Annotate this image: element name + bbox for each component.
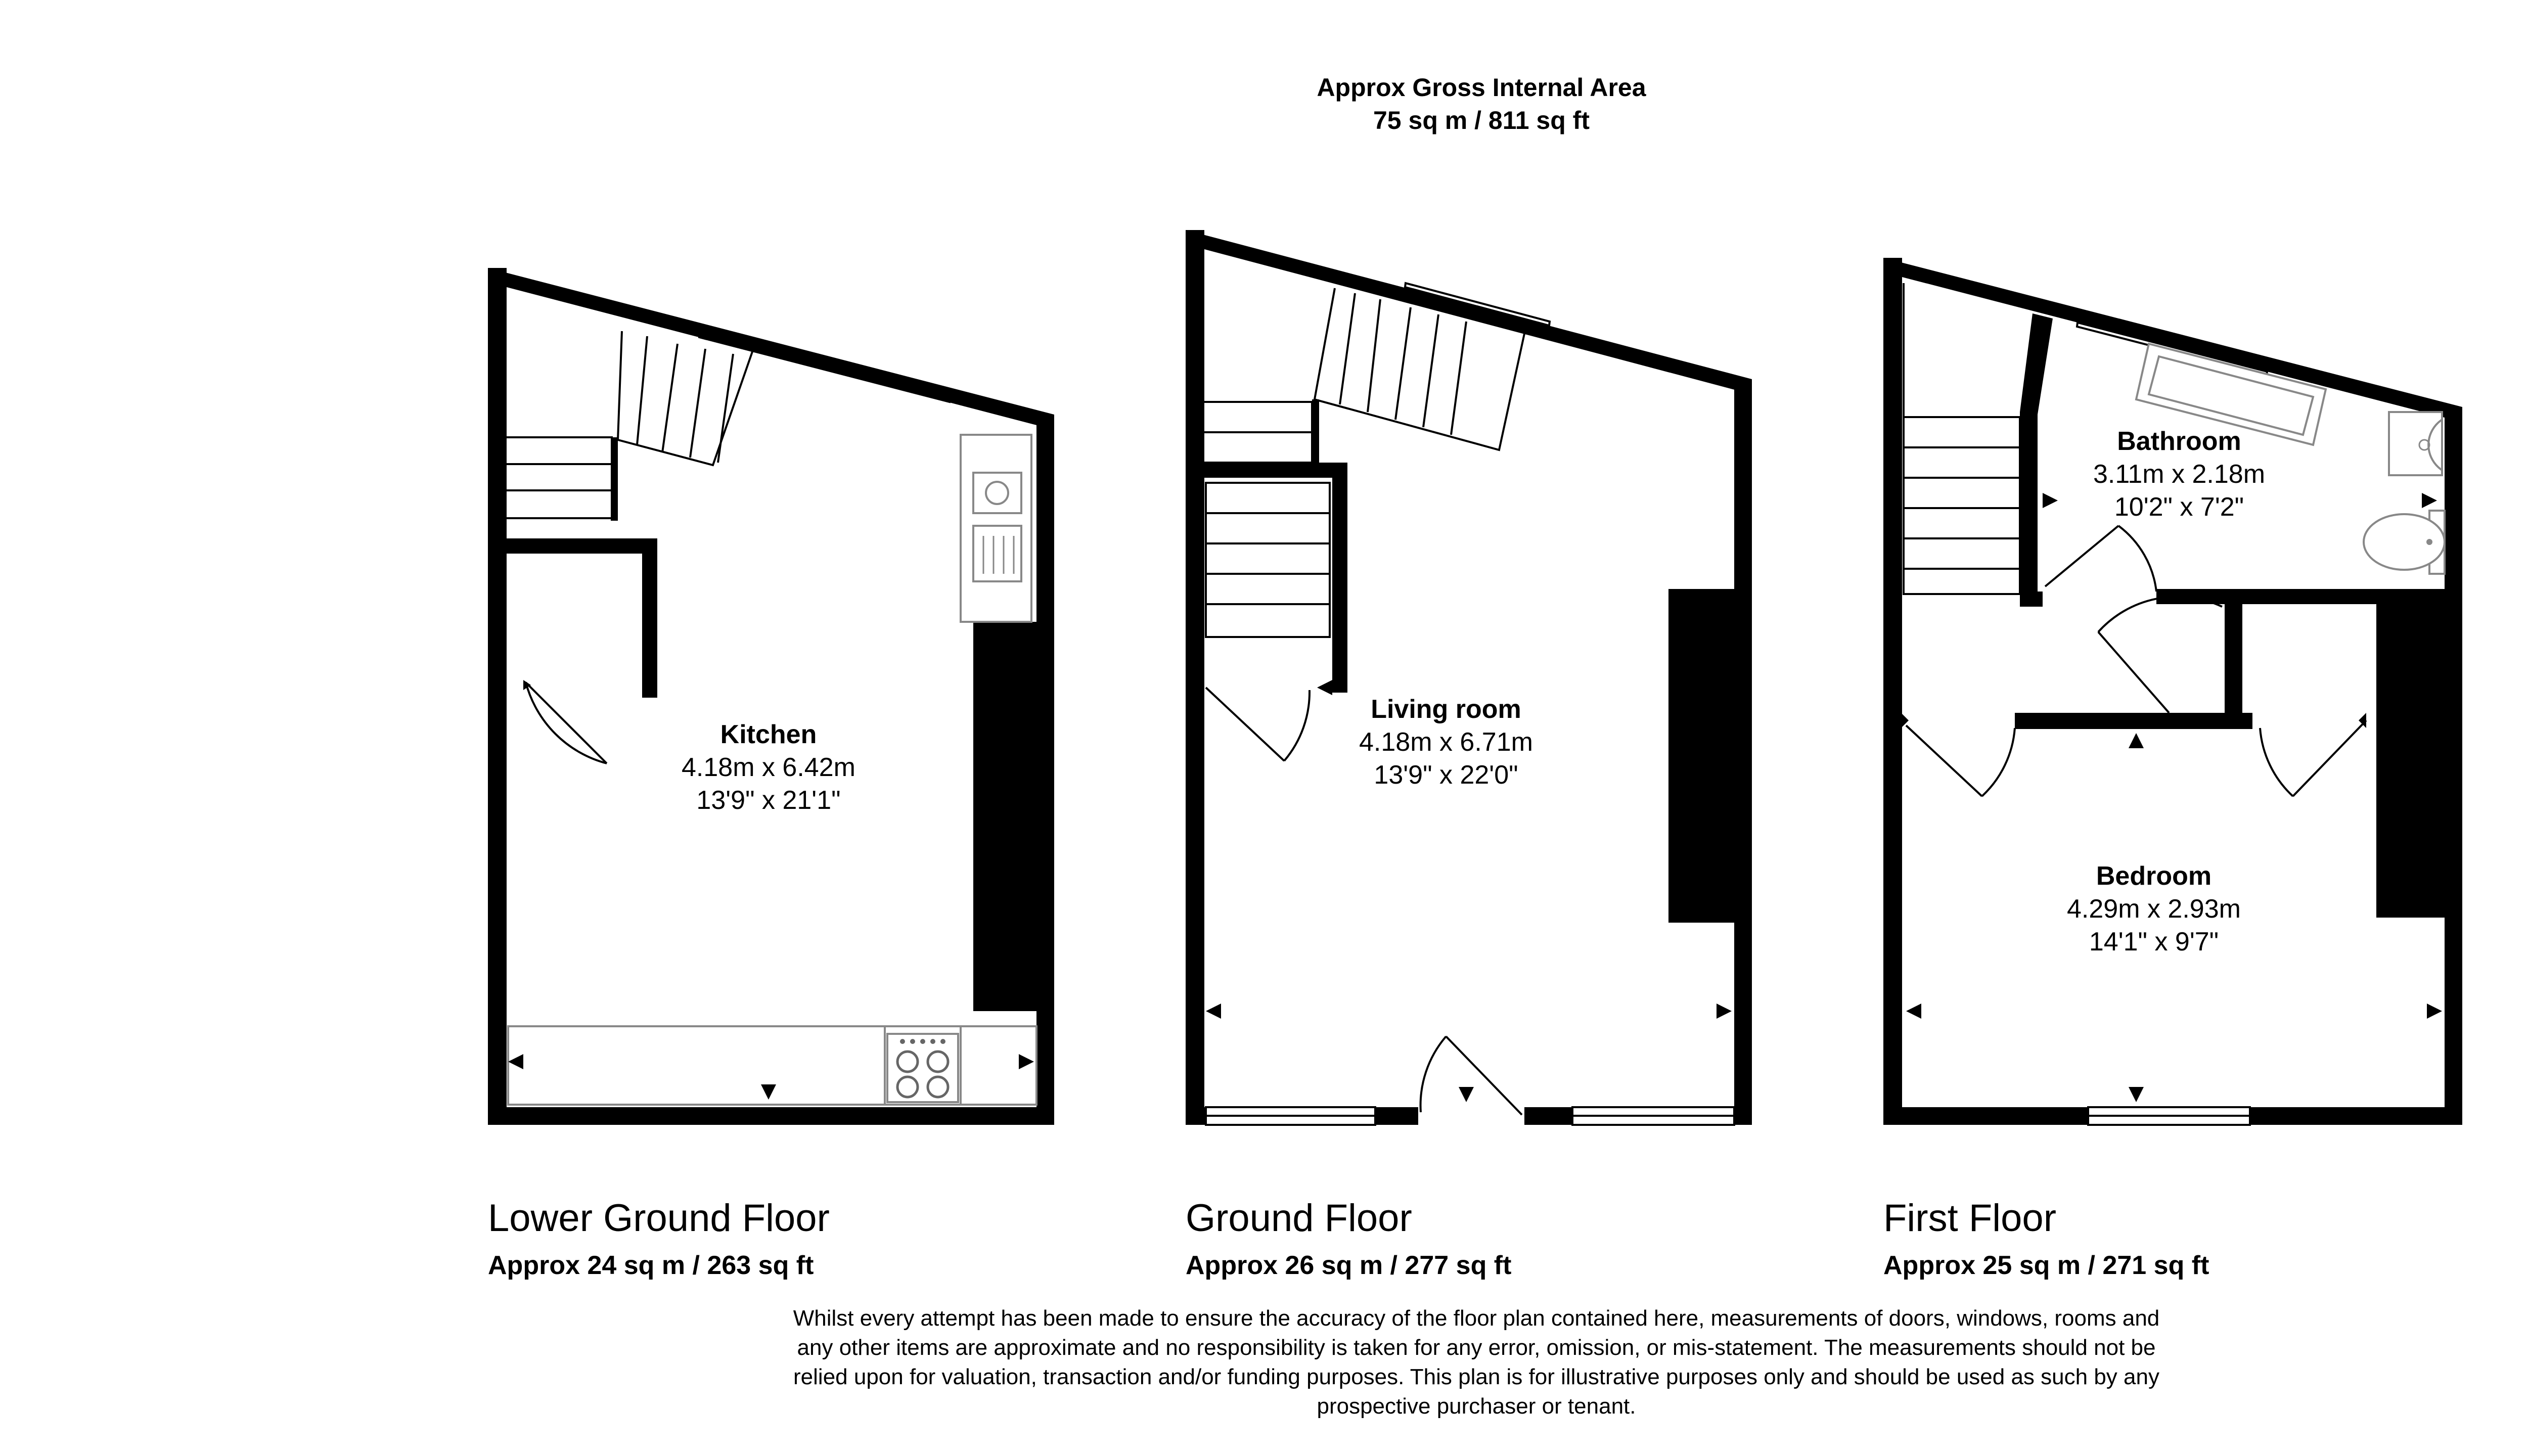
bedroom-name: Bedroom	[2096, 861, 2212, 891]
kitchen-metric: 4.18m x 6.42m	[682, 753, 855, 782]
kitchen-imperial: 13'9" x 21'1"	[696, 786, 841, 815]
header-total-area: 75 sq m / 811 sq ft	[1373, 106, 1590, 134]
bathroom-metric: 3.11m x 2.18m	[2093, 460, 2266, 489]
header-title: Approx Gross Internal Area	[1317, 73, 1646, 102]
outer-wall-top	[488, 268, 1054, 430]
chimney-breast	[973, 622, 1039, 1011]
chimney-breast	[1668, 589, 1737, 923]
ground-floor-plan	[1186, 230, 1752, 1125]
floor-name-ground: Ground Floor	[1186, 1197, 1412, 1240]
toilet-icon	[2364, 511, 2445, 574]
outer-wall-bottom	[488, 1107, 1054, 1125]
living-room-imperial: 13'9" x 22'0"	[1374, 760, 1518, 790]
outer-wall-left	[1186, 230, 1204, 1125]
floor-name-lower-ground: Lower Ground Floor	[488, 1197, 830, 1240]
chimney-breast	[2376, 604, 2447, 918]
outer-wall-left	[1883, 258, 1902, 1125]
floor-name-first: First Floor	[1883, 1197, 2056, 1240]
disclaimer-line-4: prospective purchaser or tenant.	[1317, 1394, 1636, 1419]
disclaimer-line-3: relied upon for valuation, transaction and/or funding purposes. This plan is for illustrative purposes only and should be used as such by any	[793, 1364, 2159, 1389]
outer-wall-right	[1036, 415, 1054, 1125]
lower-ground-floor-plan	[488, 268, 1054, 1125]
floor-area-lower-ground: Approx 24 sq m / 263 sq ft	[488, 1251, 814, 1280]
bedroom-imperial: 14'1" x 9'7"	[2089, 927, 2219, 957]
floor-area-ground: Approx 26 sq m / 277 sq ft	[1186, 1251, 1512, 1280]
outer-wall-left	[488, 268, 507, 1120]
bedroom-metric: 4.29m x 2.93m	[2067, 894, 2241, 924]
basin-icon	[2389, 412, 2442, 475]
first-floor-plan	[1883, 258, 2462, 1125]
kitchen-name: Kitchen	[720, 720, 817, 749]
outer-wall-right	[2445, 407, 2462, 1125]
staircase	[1203, 288, 1524, 693]
bathroom-imperial: 10'2" x 7'2"	[2114, 492, 2244, 522]
hob-icon	[887, 1034, 958, 1102]
living-room-metric: 4.18m x 6.71m	[1359, 727, 1533, 757]
bathroom-name: Bathroom	[2117, 427, 2241, 456]
outer-wall-right	[1734, 379, 1752, 1125]
living-room-name: Living room	[1371, 695, 1521, 724]
staircase	[1904, 283, 2020, 594]
disclaimer-line-2: any other items are approximate and no responsibility is taken for any error, omission, or mis-statement. The measurements should not be	[797, 1335, 2156, 1360]
outer-wall-top	[1186, 230, 1752, 394]
disclaimer-line-1: Whilst every attempt has been made to ensure the accuracy of the floor plan contained here, measurements of doors, windows, rooms and	[793, 1306, 2160, 1331]
floor-area-first: Approx 25 sq m / 271 sq ft	[1883, 1251, 2209, 1280]
staircase	[506, 331, 753, 521]
